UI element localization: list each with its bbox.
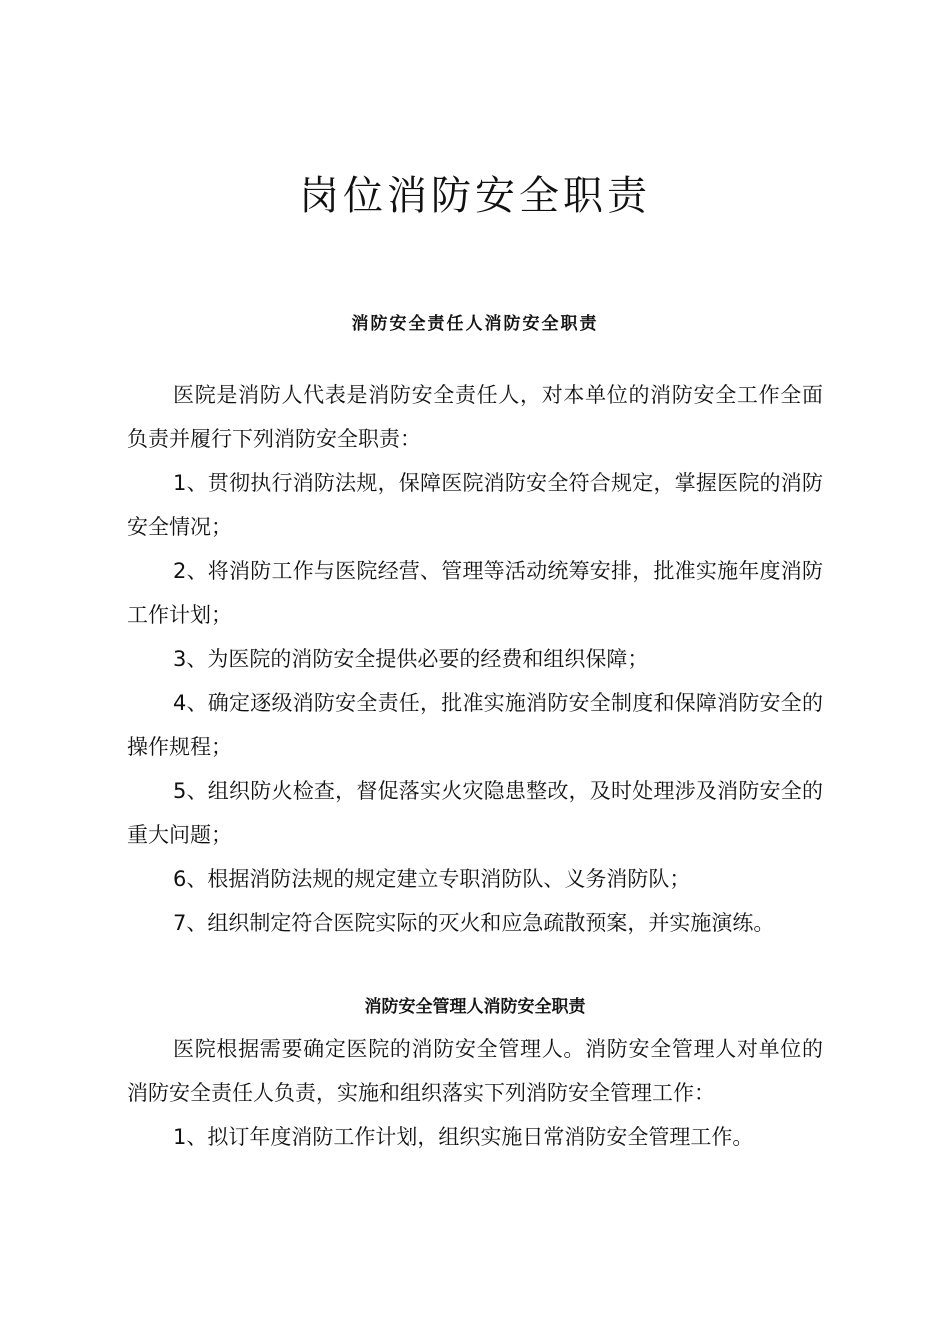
duty-item-6: 6、根据消防法规的规定建立专职消防队、义务消防队； xyxy=(173,867,691,891)
duty-item-4: 4、确定逐级消防安全责任，批准实施消防安全制度和保障消防安全的操作规程； xyxy=(127,691,823,759)
section-heading-safety-manager: 消防安全管理人消防安全职责 xyxy=(364,997,586,1017)
duty-item-3: 3、为医院的消防安全提供必要的经费和组织保障； xyxy=(173,647,649,671)
document-title: 岗位消防安全职责 xyxy=(299,173,651,219)
duty-item-1: 1、拟订年度消防工作计划，组织实施日常消防安全管理工作。 xyxy=(173,1125,754,1149)
section-heading-responsible-person: 消防安全责任人消防安全职责 xyxy=(351,314,599,334)
duty-item-7: 7、组织制定符合医院实际的灭火和应急疏散预案，并实施演练。 xyxy=(173,911,775,935)
section-body-responsible-person xyxy=(127,373,823,945)
section-intro-paragraph: 医院根据需要确定医院的消防安全管理人。消防安全管理人对单位的消防安全责任人负责，实施和组织落实下列消防安全管理工作： xyxy=(127,1037,823,1105)
section-body-safety-manager xyxy=(127,1027,823,1159)
section-intro-paragraph: 医院是消防人代表是消防安全责任人，对本单位的消防安全工作全面负责并履行下列消防安全职责： xyxy=(127,383,823,451)
duty-item-2: 2、将消防工作与医院经营、管理等活动统筹安排，批准实施年度消防工作计划； xyxy=(127,559,823,627)
duty-item-5: 5、组织防火检查，督促落实火灾隐患整改，及时处理涉及消防安全的重大问题； xyxy=(127,779,823,847)
duty-item-1: 1、贯彻执行消防法规，保障医院消防安全符合规定，掌握医院的消防安全情况； xyxy=(127,471,823,539)
